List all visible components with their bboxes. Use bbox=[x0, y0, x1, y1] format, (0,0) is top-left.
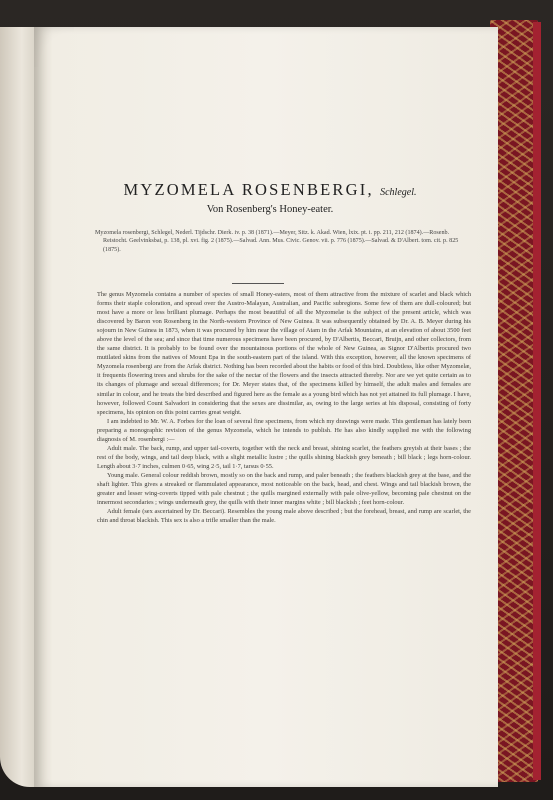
body-paragraph: I am indebted to Mr. W. A. Forbes for the loan of several fine specimens, from which my drawings were made. This gentleman has lately been preparing a monographic revision of the genus Myzomela, which he intends to publish. He has also kindly supplied me with the following diagnosis of M. rosenbergi :— bbox=[97, 417, 471, 443]
species-authority: Schlegel. bbox=[380, 187, 417, 198]
common-name: Von Rosenberg's Honey-eater. bbox=[206, 204, 334, 215]
section-divider bbox=[232, 283, 284, 284]
synonymy-references bbox=[95, 229, 463, 254]
plate-title bbox=[110, 180, 430, 200]
body-paragraph: Adult female (sex ascertained by Dr. Beccari). Resembles the young male above described ; but the forehead, breast, and rump are scarlet, the chin and throat blackish. This sex is also a trifle smaller than the male. bbox=[97, 508, 471, 525]
reference-entry: Myzomela rosenbergi, Schlegel, Nederl. Tijdschr. Dierk. iv. p. 38 (1871).—Meyer, Sitz. k. Akad. Wien, lxix. pt. i. pp. 211, 212 (1874).—Rosenb. Reistocht. Geelvinksbai, p. 138, pl. xvi. fig. 2 (1875).—Salvad. Ann. Mus. Civic. Genov. vii. p. 776 (1875).—Salvad. & D'Albert. tom. cit. p. 825 (1875). bbox=[95, 230, 459, 253]
species-name: MYZOMELA ROSENBERGI, bbox=[123, 180, 374, 199]
page-shadow bbox=[34, 27, 74, 67]
cover-edge bbox=[533, 22, 541, 780]
body-paragraph: The genus Myzomela contains a number of species of small Honey-eaters, most of them attractive from the mixture of scarlet and black which forms their staple coloration, and spread over the Austro-Malayan, Australian, and Pacific subregions. Some few of them are dull-coloured; but most have a more or less brilliant plumage. Perhaps the most beautiful of all the Myzomelæ is the subject of the present article, which was discovered by Baron von Rosenberg in the North-western Province of New Guinea. It was subsequently obtained by Dr. A. B. Meyer during his sojourn in New Guinea in 1873, when it was procured by him near the village of Atam in the Arfak Mountains, at an elevation of about 3500 feet above the level of the sea; and since that time numerous specimens have been procured, by D'Albertis, Beccari, Bruijn, and other collectors, from the same district. It is probably to be found over the mountainous portions of the whole of New Guinea, as Signor D'Albertis procured two mutilated skins from the natives of Mount Epa in the south-eastern part of the island. With this exception, however, all the known specimens of Myzomela rosenbergi are from the Arfak district. Nothing has been recorded about the habits or food of this bird. Doubtless, like other Myzomelæ, it frequents flowering trees and shrubs for the sake of the nectar of the flowers and the insects attracted thereby. Nor are we yet quite certain as to its changes of plumage and sexual differences; for Dr. Meyer states that, of the specimens killed by himself, the adult males and females are similar in colour, and he treats the bird described and figured here as the female as a young bird which has not yet attained its full plumage. I have, however, followed Count Salvadori in considering that the sexes are dissimilar, as, owing to the large series at his disposal, consisting of forty specimens, his opinion on this point carries great weight. bbox=[97, 291, 471, 416]
left-page-edge bbox=[0, 27, 36, 787]
body-paragraph: Young male. General colour reddish brown, mostly so on the back and rump, and paler beneath ; the feathers blackish grey at the base, and the shaft lighter. This gives a streaked or flammulated appearance, most noticeable on the back, head, and chest. Wings and tail blackish brown, the greater and lesser wing-coverts tipped with pale chestnut ; the quills margined externally with pale olive-yellow, becoming pale chestnut on the innermost secondaries ; wings underneath grey, the quills with their inner margins white ; bill blackish ; feet horn-colour. bbox=[97, 471, 471, 507]
body-paragraph: Adult male. The back, rump, and upper tail-coverts, together with the neck and breast, shining scarlet, the feathers greyish at their bases ; the rest of the body, wings, and tail deep black, with a slight metallic lustre ; the quills shining blackish grey beneath ; bill black ; legs horn-colour. Length about 3·7 inches, culmen 0·65, wing 2·5, tail 1·7, tarsus 0·55. bbox=[97, 444, 471, 470]
article-body bbox=[97, 290, 471, 525]
